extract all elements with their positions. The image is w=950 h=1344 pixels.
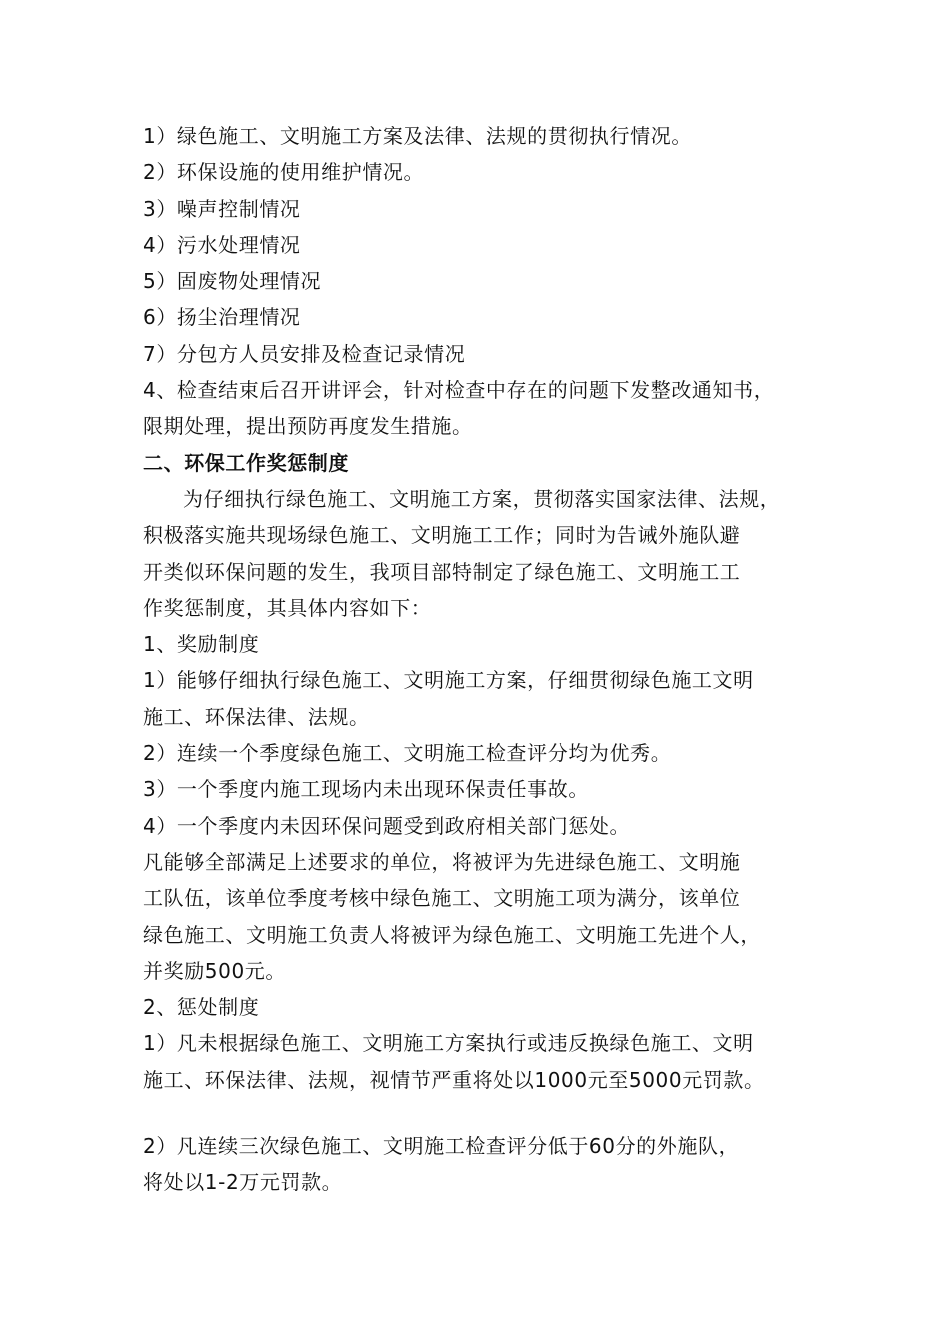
paragraph-line: 3）噪声控制情况 xyxy=(143,196,301,221)
paragraph-line: 1）绿色施工、文明施工方案及法律、法规的贯彻执行情况。 xyxy=(143,124,692,148)
paragraph-spacer xyxy=(143,1098,833,1128)
paragraph-line: 工队伍，该单位季度考核中绿色施工、文明施工项为满分，该单位 xyxy=(143,886,741,911)
section-heading: 二、环保工作奖惩制度 xyxy=(143,450,349,475)
paragraph-line: 绿色施工、文明施工负责人将被评为绿色施工、文明施工先进个人， xyxy=(143,922,761,947)
document-page xyxy=(143,118,833,1201)
paragraph-line: 1）凡未根据绿色施工、文明施工方案执行或违反换绿色施工、文明 xyxy=(143,1031,754,1056)
paragraph-line: 作奖惩制度，其具体内容如下： xyxy=(143,595,432,620)
paragraph-line: 限期处理，提出预防再度发生措施。 xyxy=(143,414,473,439)
paragraph-line: 施工、环保法律、法规。 xyxy=(143,704,370,729)
paragraph-line: 2）凡连续三次绿色施工、文明施工检查评分低于60分的外施队， xyxy=(143,1134,740,1159)
paragraph-line: 为仔细执行绿色施工、文明施工方案，贯彻落实国家法律、法规， xyxy=(183,486,781,511)
paragraph-line: 积极落实施共现场绿色施工、文明施工工作；同时为告诫外施队避 xyxy=(143,523,741,548)
paragraph-line: 2）连续一个季度绿色施工、文明施工检查评分均为优秀。 xyxy=(143,741,672,766)
paragraph-line: 6）扬尘治理情况 xyxy=(143,305,301,330)
paragraph-line: 施工、环保法律、法规，视情节严重将处以1000元至5000元罚款。 xyxy=(143,1067,765,1092)
paragraph-line: 4）一个季度内未因环保问题受到政府相关部门惩处。 xyxy=(143,813,631,838)
paragraph-line: 4、检查结束后召开讲评会，针对检查中存在的问题下发整改通知书， xyxy=(143,378,775,403)
subsection-heading: 1、奖励制度 xyxy=(143,632,260,657)
paragraph-line: 4）污水处理情况 xyxy=(143,232,301,257)
paragraph-line: 凡能够全部满足上述要求的单位，将被评为先进绿色施工、文明施 xyxy=(143,849,741,874)
paragraph-line: 将处以1-2万元罚款。 xyxy=(143,1170,343,1195)
paragraph-line: 5）固废物处理情况 xyxy=(143,269,322,294)
subsection-heading: 2、惩处制度 xyxy=(143,995,260,1020)
paragraph-line: 7）分包方人员安排及检查记录情况 xyxy=(143,341,466,366)
paragraph-line: 开类似环保问题的发生，我项目部特制定了绿色施工、文明施工工 xyxy=(143,559,741,584)
paragraph-line: 3）一个季度内施工现场内未出现环保责任事故。 xyxy=(143,777,589,802)
paragraph-line: 并奖励500元。 xyxy=(143,958,286,983)
paragraph-line: 2）环保设施的使用维护情况。 xyxy=(143,160,425,185)
paragraph-line: 1）能够仔细执行绿色施工、文明施工方案，仔细贯彻绿色施工文明 xyxy=(143,668,754,693)
